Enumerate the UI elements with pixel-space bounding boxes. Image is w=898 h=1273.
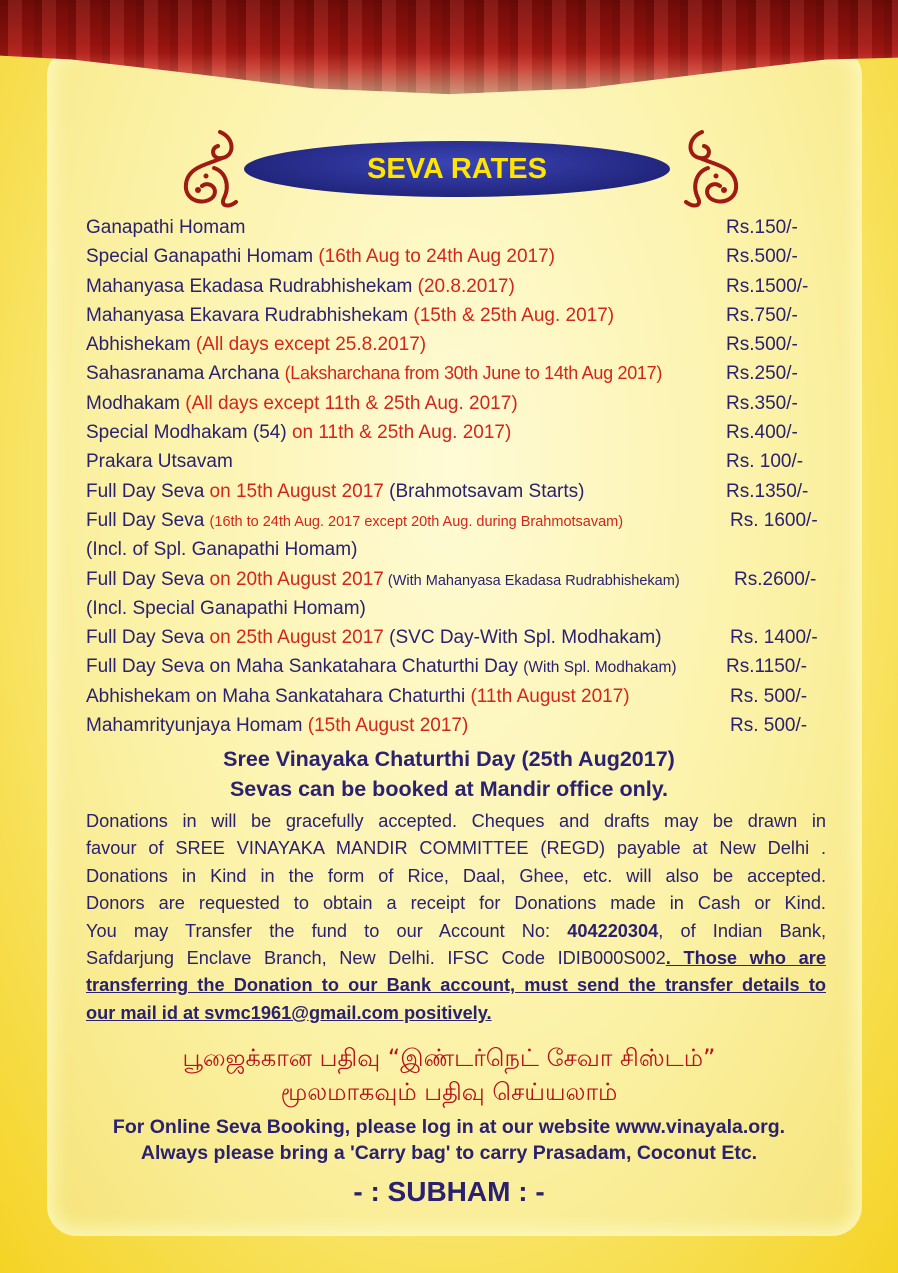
seva-note: (Laksharchana from 30th June to 14th Aug 2017) bbox=[284, 363, 663, 384]
online-booking-text: For Online Seva Booking, please log in at our website www.vinayala.org. bbox=[112, 1116, 786, 1138]
seva-note-after: (SVC Day-With Spl. Modhakam) bbox=[383, 627, 662, 649]
para-line bbox=[86, 945, 826, 972]
seva-name: Special Modhakam (54) bbox=[86, 422, 292, 444]
rate-row bbox=[86, 330, 826, 359]
rate-row bbox=[86, 418, 826, 447]
seva-name: Full Day Seva bbox=[86, 509, 210, 531]
rate-row bbox=[86, 623, 826, 652]
para-line: Donations in will be gracefully accepted. Cheques and drafts may be drawn in bbox=[86, 811, 826, 831]
seva-price: Rs. 100/- bbox=[726, 451, 804, 473]
seva-note: (15th August 2017) bbox=[307, 715, 469, 737]
seva-rates-list bbox=[86, 213, 826, 740]
seva-price: Rs.500/- bbox=[726, 246, 798, 268]
para-line: favour of SREE VINAYAKA MANDIR COMMITTEE (REGD) payable at New Delhi . bbox=[86, 838, 826, 859]
rate-row bbox=[86, 272, 826, 301]
seva-note: on 15th August 2017 bbox=[209, 480, 384, 502]
seva-name: Special Ganapathi Homam bbox=[86, 246, 319, 268]
seva-note-after: (Brahmotsavam Starts) bbox=[383, 480, 585, 502]
rate-row bbox=[86, 389, 826, 418]
para-line: Donors are requested to obtain a receipt for Donations made in Cash or Kind. bbox=[86, 893, 826, 914]
para-text: , of Indian Bank, bbox=[658, 920, 827, 941]
paisley-ornament-icon bbox=[180, 128, 242, 210]
rate-row bbox=[86, 535, 826, 564]
seva-note-after: (With Spl. Modhakam) bbox=[523, 659, 677, 677]
seva-price: Rs. 500/- bbox=[730, 715, 808, 737]
mail-line: our mail id at svmc1961@gmail.com positively. bbox=[86, 1002, 492, 1023]
rate-row bbox=[86, 301, 826, 330]
rate-row bbox=[86, 242, 826, 271]
seva-name: Full Day Seva bbox=[86, 627, 210, 649]
seva-note: on 20th August 2017 bbox=[209, 568, 384, 590]
seva-note: (16th Aug to 24th Aug 2017) bbox=[318, 246, 555, 268]
tamil-line-2: மூலமாகவும் பதிவு செய்யலாம் bbox=[280, 1078, 618, 1106]
rate-row bbox=[86, 594, 826, 623]
seva-name: Full Day Seva bbox=[86, 568, 210, 590]
seva-name: Ganapathi Homam bbox=[86, 217, 246, 238]
seva-name: Abhishekam bbox=[86, 334, 196, 356]
carry-bag-text: Always please bring a 'Carry bag' to carry Prasadam, Coconut Etc. bbox=[140, 1142, 758, 1164]
para-line: Donations in Kind in the form of Rice, Daal, Ghee, etc. will also be accepted. bbox=[86, 865, 826, 886]
para-text: You may Transfer the fund to our Account No: bbox=[86, 920, 568, 941]
seva-price: Rs.150/- bbox=[726, 217, 798, 238]
seva-note-after: (With Mahanyasa Ekadasa Rudrabhishekam) bbox=[383, 572, 680, 589]
para-text: Safdarjung Enclave Branch, New Delhi. IFSC Code IDIB000S002 bbox=[86, 948, 666, 969]
seva-price: Rs.400/- bbox=[726, 422, 798, 444]
seva-name: Mahanyasa Ekadasa Rudrabhishekam bbox=[86, 275, 418, 297]
tamil-line-1: பூஜைக்கான பதிவு “இண்டர்நெட் சேவா சிஸ்டம்” bbox=[182, 1044, 716, 1072]
seva-name: Full Day Seva on Maha Sankatahara Chaturthi Day bbox=[86, 656, 524, 678]
donation-paragraph bbox=[86, 808, 826, 1027]
seva-name: Prakara Utsavam bbox=[86, 451, 233, 473]
seva-note: (16th to 24th Aug. 2017 except 20th Aug. during Brahmotsavam) bbox=[209, 513, 624, 530]
seva-price: Rs.2600/- bbox=[734, 568, 817, 590]
seva-name: Full Day Seva bbox=[86, 480, 210, 502]
seva-name: Sahasranama Archana bbox=[86, 363, 285, 385]
seva-note: (15th & 25th Aug. 2017) bbox=[413, 304, 615, 326]
seva-price: Rs.350/- bbox=[726, 392, 798, 414]
seva-price: Rs. 500/- bbox=[730, 685, 808, 707]
rate-row bbox=[86, 213, 826, 242]
seva-note: (11th August 2017) bbox=[470, 685, 630, 707]
seva-note: (All days except 25.8.2017) bbox=[195, 334, 427, 356]
rate-row bbox=[86, 682, 826, 711]
seva-price: Rs. 1600/- bbox=[730, 509, 818, 531]
seva-name: (Incl. of Spl. Ganapathi Homam) bbox=[86, 539, 358, 561]
seva-name: Modhakam bbox=[86, 392, 186, 414]
seva-price: Rs. 1400/- bbox=[730, 627, 818, 649]
seva-name: Abhishekam on Maha Sankatahara Chaturthi bbox=[86, 685, 471, 707]
seva-price: Rs.1150/- bbox=[726, 656, 807, 678]
para-line bbox=[86, 918, 826, 945]
rate-row bbox=[86, 477, 826, 506]
rate-row bbox=[86, 652, 826, 681]
rate-row bbox=[86, 565, 826, 594]
seva-price: Rs.750/- bbox=[726, 304, 798, 326]
rate-row bbox=[86, 359, 826, 388]
rate-row bbox=[86, 447, 826, 476]
paisley-ornament-icon bbox=[680, 128, 742, 210]
seva-name: Mahanyasa Ekavara Rudrabhishekam bbox=[86, 304, 414, 326]
rate-row bbox=[86, 711, 826, 740]
para-bold-underlined: . Those who are bbox=[665, 948, 826, 969]
seva-note: on 25th August 2017 bbox=[209, 627, 384, 649]
seva-note: on 11th & 25th Aug. 2017) bbox=[291, 422, 512, 444]
chaturthi-heading: Sree Vinayaka Chaturthi Day (25th Aug2017) bbox=[223, 747, 675, 771]
page-title: SEVA RATES bbox=[244, 141, 670, 197]
subham-footer: - : SUBHAM : - bbox=[353, 1176, 545, 1207]
seva-price: Rs.1500/- bbox=[726, 275, 809, 297]
seva-name: Mahamrityunjaya Homam bbox=[86, 715, 308, 737]
rate-row bbox=[86, 506, 826, 535]
seva-price: Rs.250/- bbox=[726, 363, 798, 385]
seva-price: Rs.1350/- bbox=[726, 480, 809, 502]
seva-name: (Incl. Special Ganapathi Homam) bbox=[86, 597, 366, 619]
booking-notice: Sevas can be booked at Mandir office only. bbox=[229, 777, 669, 801]
seva-note: (All days except 11th & 25th Aug. 2017) bbox=[185, 392, 518, 414]
para-line: transferring the Donation to our Bank account, must send the transfer details to bbox=[86, 975, 826, 996]
account-number: 404220304 bbox=[567, 920, 659, 941]
seva-note: (20.8.2017) bbox=[417, 275, 515, 297]
seva-price: Rs.500/- bbox=[726, 334, 798, 356]
